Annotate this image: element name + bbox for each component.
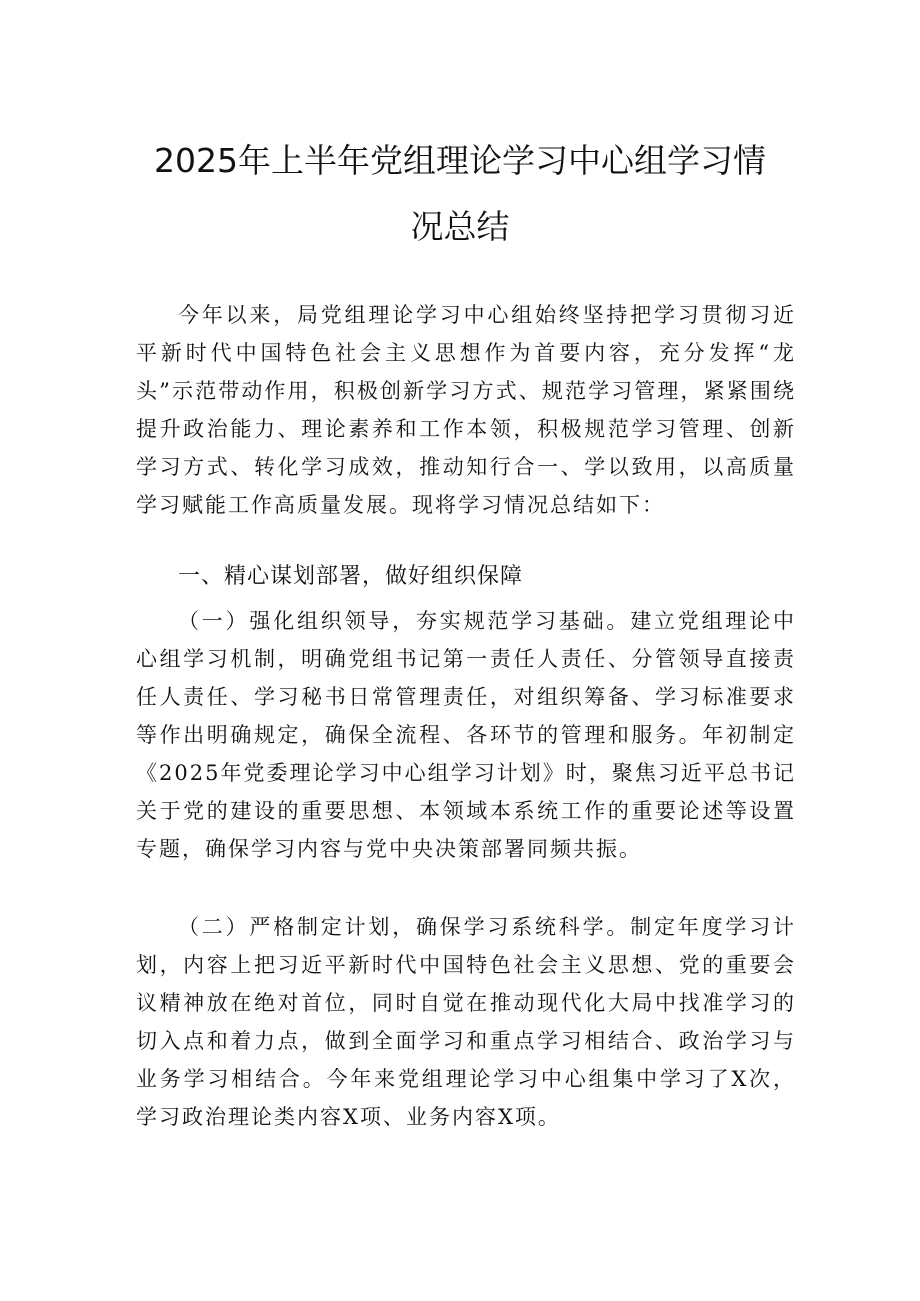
intro-paragraph: 今年以来，局党组理论学习中心组始终坚持把学习贯彻习近平新时代中国特色社会主义思想作为首要内容，充分发挥“龙头”示范带动作用，积极创新学习方式、规范学习管理，紧紧围绕提升政治能力、理论素养和工作本领，积极规范学习管理、创新学习方式、转化学习成效，推动知行合一、学以致用，以高质量学习赋能工作高质量发展。现将学习情况总结如下： — [136, 303, 796, 517]
document-title-line-2: 况总结 — [410, 207, 510, 246]
document-title-line-1: 2025年上半年党组理论学习中心组学习情 — [154, 141, 766, 180]
section-1-heading: 一、精心谋划部署，做好组织保障 — [178, 564, 524, 589]
section-1-paragraph-2: （二）严格制定计划，确保学习系统科学。制定年度学习计划，内容上把习近平新时代中国特色社会主义思想、党的重要会议精神放在绝对首位，同时自觉在推动现代化大局中找准学习的切入点和着力点，做到全面学习和重点学习相结合、政治学习与业务学习相结合。今年来党组理论学习中心组集中学习了X次，学习政治理论类内容X项、业务内容X项。 — [136, 915, 796, 1129]
section-1-paragraph-1: （一）强化组织领导，夯实规范学习基础。建立党组理论中心组学习机制，明确党组书记第一责任人责任、分管领导直接责任人责任、学习秘书日常管理责任，对组织筹备、学习标准要求等作出明确规定，确保全流程、各环节的管理和服务。年初制定《2025年党委理论学习中心组学习计划》时，聚焦习近平总书记关于党的建设的重要思想、本领域本系统工作的重要论述等设置专题，确保学习内容与党中央决策部署同频共振。 — [136, 609, 796, 861]
